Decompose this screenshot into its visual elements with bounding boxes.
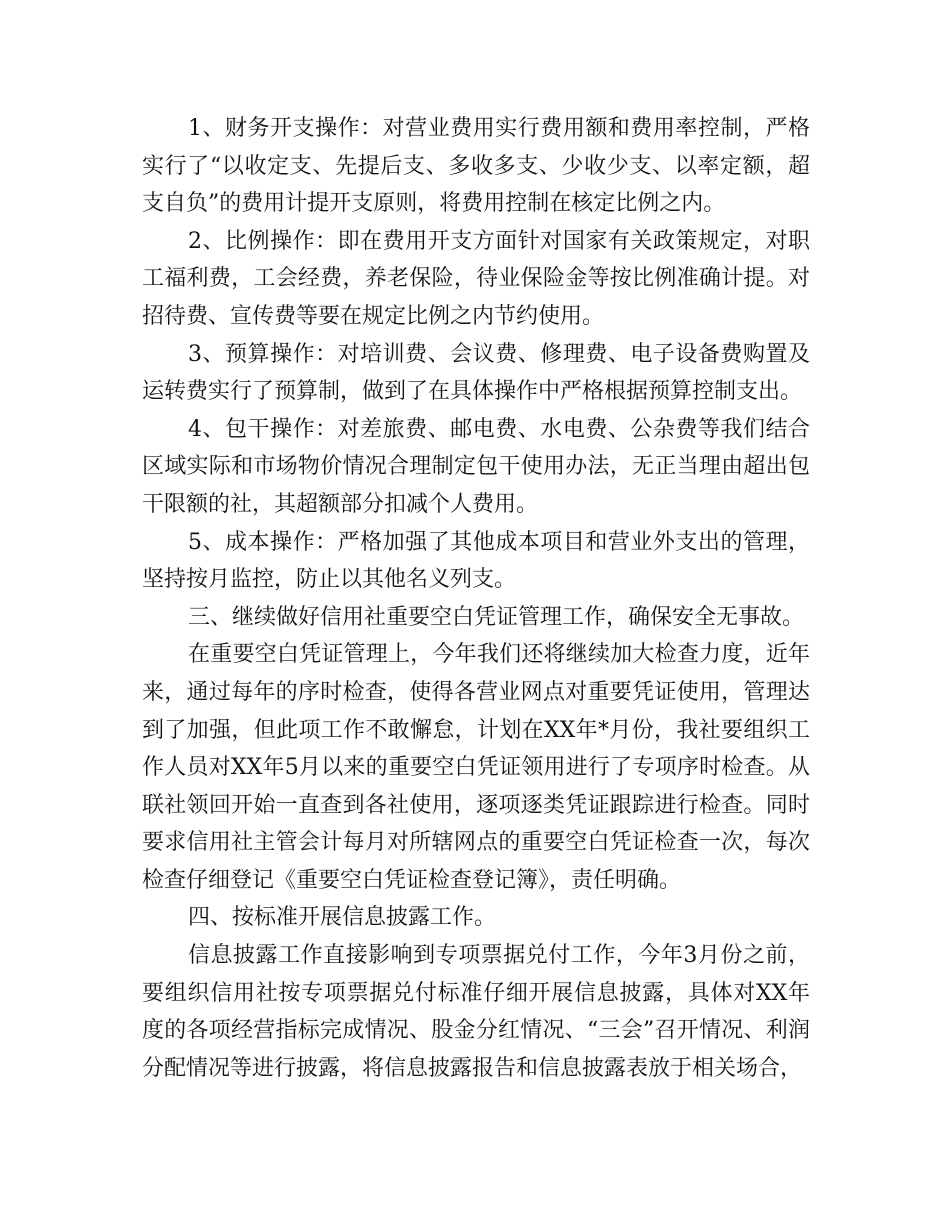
- paragraph-information-disclosure: 信息披露工作直接影响到专项票据兑付工作，今年3月份之前，要组织信用社按专项票据兑付标准仔细开展信息披露，具体对XX年度的各项经营指标完成情况、股金分红情况、“三会”召开情况、利润分配情况等进行披露，将信息披露报告和信息披露表放于相关场合，: [142, 943, 810, 1081]
- section-heading-information-disclosure: 四、按标准开展信息披露工作。: [188, 905, 497, 931]
- document-body: [142, 110, 810, 1087]
- paragraph-cost-operation: 5、成本操作：严格加强了其他成本项目和营业外支出的管理，坚持按月监控，防止以其他名义列支。: [142, 529, 810, 593]
- paragraph-lump-sum-operation: 4、包干操作：对差旅费、邮电费、水电费、公杂费等我们结合区域实际和市场物价情况合理制定包干使用办法，无正当理由超出包干限额的社，其超额部分扣减个人费用。: [142, 416, 810, 517]
- paragraph-financial-expenditure: 1、财务开支操作：对营业费用实行费用额和费用率控制，严格实行了“以收定支、先提后支、多收多支、少收少支、以率定额，超支自负”的费用计提开支原则，将费用控制在核定比例之内。: [142, 116, 810, 217]
- paragraph-voucher-management: 在重要空白凭证管理上，今年我们还将继续加大检查力度，近年来，通过每年的序时检查，使得各营业网点对重要凭证使用，管理达到了加强，但此项工作不敢懈怠，计划在XX年*月份，我社要组织工作人员对XX年5月以来的重要空白凭证领用进行了专项序时检查。从联社领回开始一直查到各社使用，逐项逐类凭证跟踪进行检查。同时要求信用社主管会计每月对所辖网点的重要空白凭证检查一次，每次检查仔细登记《重要空白凭证检查登记簿》，责任明确。: [142, 642, 810, 893]
- paragraph-budget-operation: 3、预算操作：对培训费、会议费、修理费、电子设备费购置及运转费实行了预算制，做到了在具体操作中严格根据预算控制支出。: [142, 341, 810, 405]
- section-heading-voucher-management: 三、继续做好信用社重要空白凭证管理工作，确保安全无事故。: [188, 604, 805, 630]
- paragraph-ratio-operation: 2、比例操作：即在费用开支方面针对国家有关政策规定，对职工福利费，工会经费，养老保险，待业保险金等按比例准确计提。对招待费、宣传费等要在规定比例之内节约使用。: [142, 228, 810, 329]
